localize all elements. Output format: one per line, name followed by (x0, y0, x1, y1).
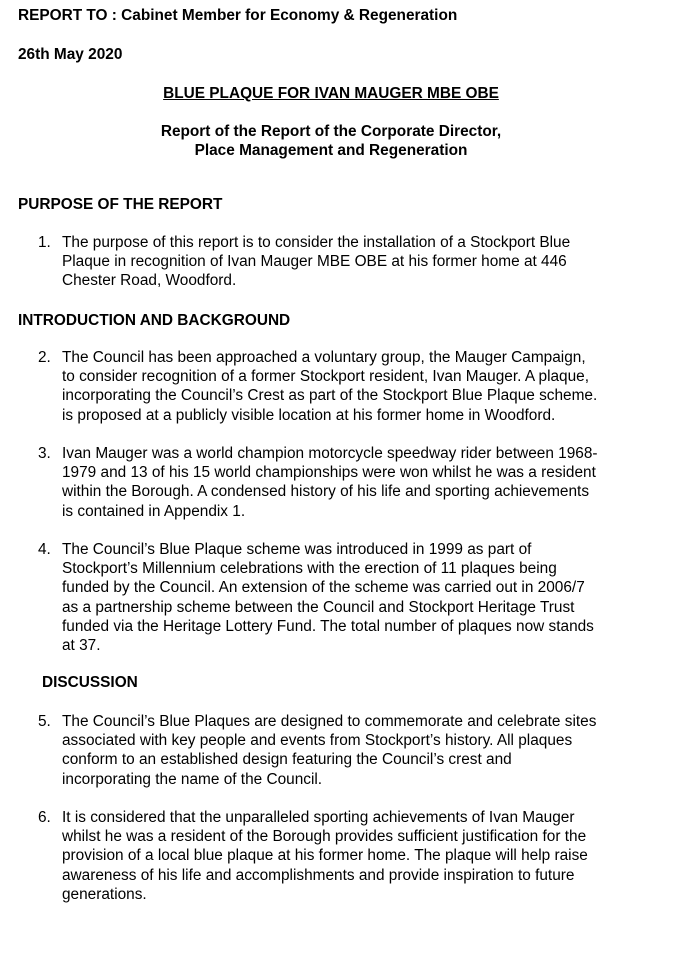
paragraph-number: 2. (38, 349, 51, 366)
report-date: 26th May 2020 (18, 46, 123, 63)
paragraph-line: as a partnership scheme between the Council and Stockport Heritage Trust (62, 598, 575, 616)
paragraph-text (62, 808, 654, 904)
paragraph-line: is proposed at a publicly visible location at his former home in Woodford. (62, 406, 556, 424)
paragraph-line: associated with key people and events from Stockport’s history. All plaques (62, 732, 573, 750)
paragraph-number: 1. (38, 234, 51, 251)
paragraph-line: funded by the Council. An extension of the scheme was carried out in 2006/7 (62, 579, 585, 597)
paragraph-line: awareness of his life and accomplishments and provide inspiration to future (62, 866, 575, 884)
paragraph-line: Plaque in recognition of Ivan Mauger MBE OBE at his former home at 446 (62, 253, 567, 271)
paragraph-line: funded via the Heritage Lottery Fund. The total number of plaques now stands (62, 617, 594, 635)
paragraph-text (62, 233, 654, 291)
paragraph-line: The Council’s Blue Plaques are designed to commemorate and celebrate sites (62, 713, 597, 730)
paragraph-line: conform to an established design featuring the Council’s crest and (62, 751, 512, 769)
paragraph-line: to consider recognition of a former Stockport resident, Ivan Mauger. A plaque, (62, 368, 590, 386)
report-to-line: REPORT TO : Cabinet Member for Economy & Regeneration (18, 7, 458, 24)
paragraph-line: whilst he was a resident of the Borough provides sufficient justification for the (62, 828, 587, 846)
paragraph-line: generations. (62, 885, 147, 903)
paragraph-number: 3. (38, 445, 51, 462)
report-title: BLUE PLAQUE FOR IVAN MAUGER MBE OBE (163, 85, 499, 102)
paragraph-line: Stockport’s Millennium celebrations with the erection of 11 plaques being (62, 560, 557, 578)
paragraph-line: The purpose of this report is to consider the installation of a Stockport Blue (62, 234, 571, 251)
paragraph-number: 4. (38, 541, 51, 558)
paragraph-line: It is considered that the unparalleled sporting achievements of Ivan Mauger (62, 809, 575, 826)
paragraph-text (62, 348, 654, 425)
paragraph-line: 1979 and 13 of his 15 world championships were won whilst he was a resident (62, 464, 596, 482)
paragraph-text (62, 712, 654, 789)
paragraph-line: The Council’s Blue Plaque scheme was introduced in 1999 as part of (62, 541, 532, 558)
paragraph-line: is contained in Appendix 1. (62, 502, 246, 520)
discussion-heading: DISCUSSION (42, 674, 138, 691)
paragraph-number: 6. (38, 809, 51, 826)
paragraph-line: Ivan Mauger was a world champion motorcycle speedway rider between 1968- (62, 445, 598, 462)
paragraph-line: incorporating the Council’s Crest as part of the Stockport Blue Plaque scheme. (62, 387, 598, 405)
report-subtitle-line-2: Place Management and Regeneration (194, 142, 468, 159)
paragraph-line: within the Borough. A condensed history of his life and sporting achievements (62, 483, 590, 501)
paragraph-text (62, 444, 654, 521)
report-subtitle-line-1: Report of the Report of the Corporate Director, (160, 123, 502, 140)
paragraph-text (62, 540, 654, 655)
paragraph-line: at 37. (62, 637, 101, 655)
paragraph-line: provision of a local blue plaque at his former home. The plaque will help raise (62, 847, 588, 865)
paragraph-line: The Council has been approached a voluntary group, the Mauger Campaign, (62, 349, 586, 366)
paragraph-number: 5. (38, 713, 51, 730)
paragraph-line: incorporating the name of the Council. (62, 770, 323, 788)
paragraph-line: Chester Road, Woodford. (62, 272, 237, 290)
purpose-heading: PURPOSE OF THE REPORT (18, 196, 223, 213)
intro-heading: INTRODUCTION AND BACKGROUND (18, 312, 291, 329)
